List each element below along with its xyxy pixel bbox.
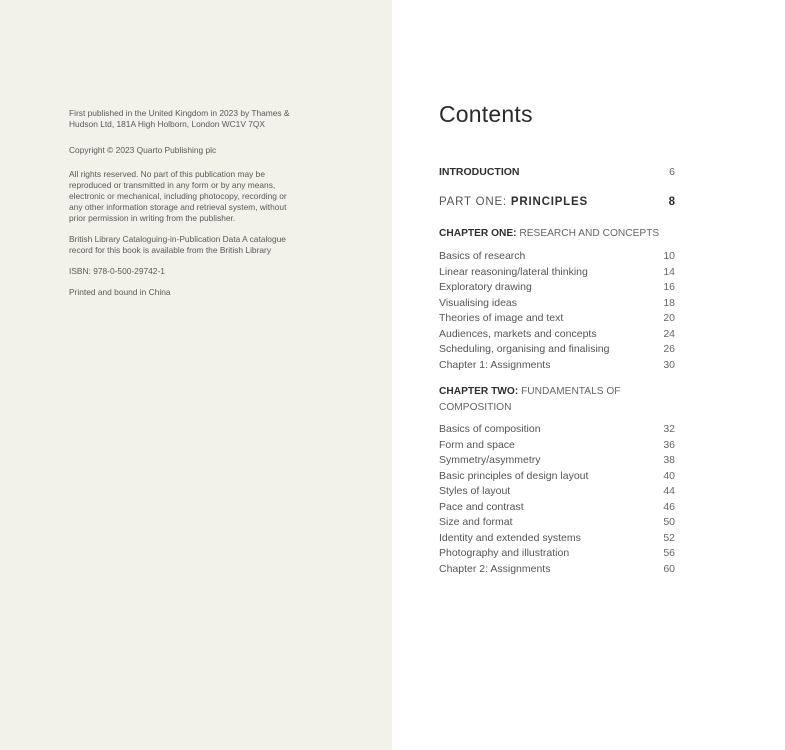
toc-entry[interactable] bbox=[439, 531, 675, 547]
toc-entry-page: 40 bbox=[663, 469, 675, 482]
rights-notice: All rights reserved. No part of this publication may be reproduced or transmitted in any form or by any means, electronic or mechanical, including photocopy, recording or any other information storage and retrieval system, without prior permission in writing from the publisher. bbox=[69, 169, 287, 223]
left-page bbox=[0, 0, 392, 750]
chapter-two-list bbox=[439, 422, 675, 577]
toc-entry[interactable] bbox=[439, 342, 675, 358]
toc-entry-page: 44 bbox=[663, 485, 675, 497]
right-page bbox=[392, 0, 785, 750]
toc-entry-page: 18 bbox=[663, 296, 675, 309]
toc-entry-label: Size and format bbox=[439, 516, 513, 528]
toc-entry-page: 60 bbox=[663, 562, 675, 575]
part-prefix: PART ONE: bbox=[439, 196, 507, 208]
toc-entry-label: Photography and illustration bbox=[439, 547, 570, 559]
toc-entry-label: Form and space bbox=[439, 438, 515, 451]
imprint-block bbox=[69, 108, 294, 298]
toc-entry-page: 8 bbox=[668, 196, 675, 208]
toc-entry-page: 6 bbox=[669, 166, 675, 178]
toc-entry[interactable] bbox=[439, 469, 675, 485]
chapter-title: RESEARCH AND CONCEPTS bbox=[519, 228, 660, 239]
toc-entry[interactable] bbox=[439, 546, 675, 562]
toc-entry-label: Basics of research bbox=[439, 250, 526, 262]
toc-entry[interactable] bbox=[439, 453, 675, 469]
toc-entry-label: Basics of composition bbox=[439, 423, 541, 435]
toc-entry[interactable] bbox=[439, 515, 675, 531]
toc-entry-label: Chapter 2: Assignments bbox=[439, 562, 551, 575]
toc-entry[interactable] bbox=[439, 311, 675, 327]
toc-entry-label: Basic principles of design layout bbox=[439, 469, 589, 482]
toc-entry-label: Scheduling, organising and finalising bbox=[439, 343, 610, 355]
toc-entry-label: Chapter 1: Assignments bbox=[439, 358, 551, 371]
toc-entry-page: 24 bbox=[663, 327, 675, 340]
copyright-notice: Copyright © 2023 Quarto Publishing plc bbox=[69, 145, 217, 155]
isbn: ISBN: 978-0-500-29742-1 bbox=[69, 266, 165, 276]
toc-entry[interactable] bbox=[439, 165, 675, 181]
toc-entry-label: Exploratory drawing bbox=[439, 281, 532, 293]
toc-entry[interactable] bbox=[439, 265, 675, 281]
chapter-prefix: CHAPTER TWO: bbox=[439, 386, 519, 397]
toc-entry[interactable] bbox=[439, 438, 675, 454]
toc-entry-page: 38 bbox=[663, 454, 675, 466]
contents-title: Contents bbox=[439, 101, 533, 127]
toc-entry-page: 30 bbox=[663, 358, 675, 371]
toc-entry-page: 50 bbox=[663, 516, 675, 528]
toc-entry-label: Visualising ideas bbox=[439, 296, 518, 309]
toc-entry[interactable] bbox=[439, 358, 675, 374]
toc-entry[interactable] bbox=[439, 195, 675, 211]
toc-entry-label: Symmetry/asymmetry bbox=[439, 454, 541, 466]
toc-entry-page: 14 bbox=[663, 265, 675, 278]
toc-entry-page: 46 bbox=[663, 500, 675, 513]
toc-introduction bbox=[439, 165, 675, 181]
toc-entry[interactable] bbox=[439, 296, 675, 312]
toc-entry-label: Linear reasoning/lateral thinking bbox=[439, 265, 588, 278]
toc-entry-page: 16 bbox=[663, 281, 675, 293]
chapter-two-heading bbox=[439, 384, 639, 415]
part-title: PRINCIPLES bbox=[510, 196, 588, 208]
toc-entry[interactable] bbox=[439, 562, 675, 578]
toc-entry-page: 32 bbox=[663, 423, 675, 435]
cip-notice: British Library Cataloguing-in-Publication Data A catalogue record for this book is available from the British Library bbox=[69, 234, 286, 255]
toc-entry[interactable] bbox=[439, 249, 675, 265]
part-heading bbox=[439, 195, 588, 211]
toc-entry-label: INTRODUCTION bbox=[439, 166, 520, 178]
toc-entry-label: Identity and extended systems bbox=[439, 531, 581, 544]
chapter-one-list bbox=[439, 249, 675, 373]
toc-entry-page: 36 bbox=[663, 438, 675, 451]
toc-entry-label: Styles of layout bbox=[439, 485, 511, 497]
toc-entry-label: Audiences, markets and concepts bbox=[439, 327, 597, 340]
toc-entry[interactable] bbox=[439, 280, 675, 296]
publication-info: First published in the United Kingdom in 2023 by Thames & Hudson Ltd, 181A High Holborn, London WC1V 7QX bbox=[69, 108, 290, 129]
toc-entry[interactable] bbox=[439, 484, 675, 500]
chapter-title: FUNDAMENTALS OF COMPOSITION bbox=[439, 386, 621, 413]
toc-entry[interactable] bbox=[439, 327, 675, 343]
toc-part-one bbox=[439, 195, 675, 211]
toc-entry[interactable] bbox=[439, 422, 675, 438]
toc-entry-page: 20 bbox=[663, 312, 675, 324]
chapter-one-heading bbox=[439, 226, 675, 242]
toc-entry-label: Pace and contrast bbox=[439, 500, 524, 513]
toc-entry-page: 26 bbox=[663, 343, 675, 355]
toc-entry-page: 10 bbox=[663, 250, 675, 262]
toc-entry-page: 52 bbox=[663, 531, 675, 544]
chapter-prefix: CHAPTER ONE: bbox=[439, 228, 517, 239]
toc-entry[interactable] bbox=[439, 500, 675, 516]
printed-notice: Printed and bound in China bbox=[69, 287, 171, 297]
toc-entry-page: 56 bbox=[663, 547, 675, 559]
toc-entry-label: Theories of image and text bbox=[439, 312, 564, 324]
